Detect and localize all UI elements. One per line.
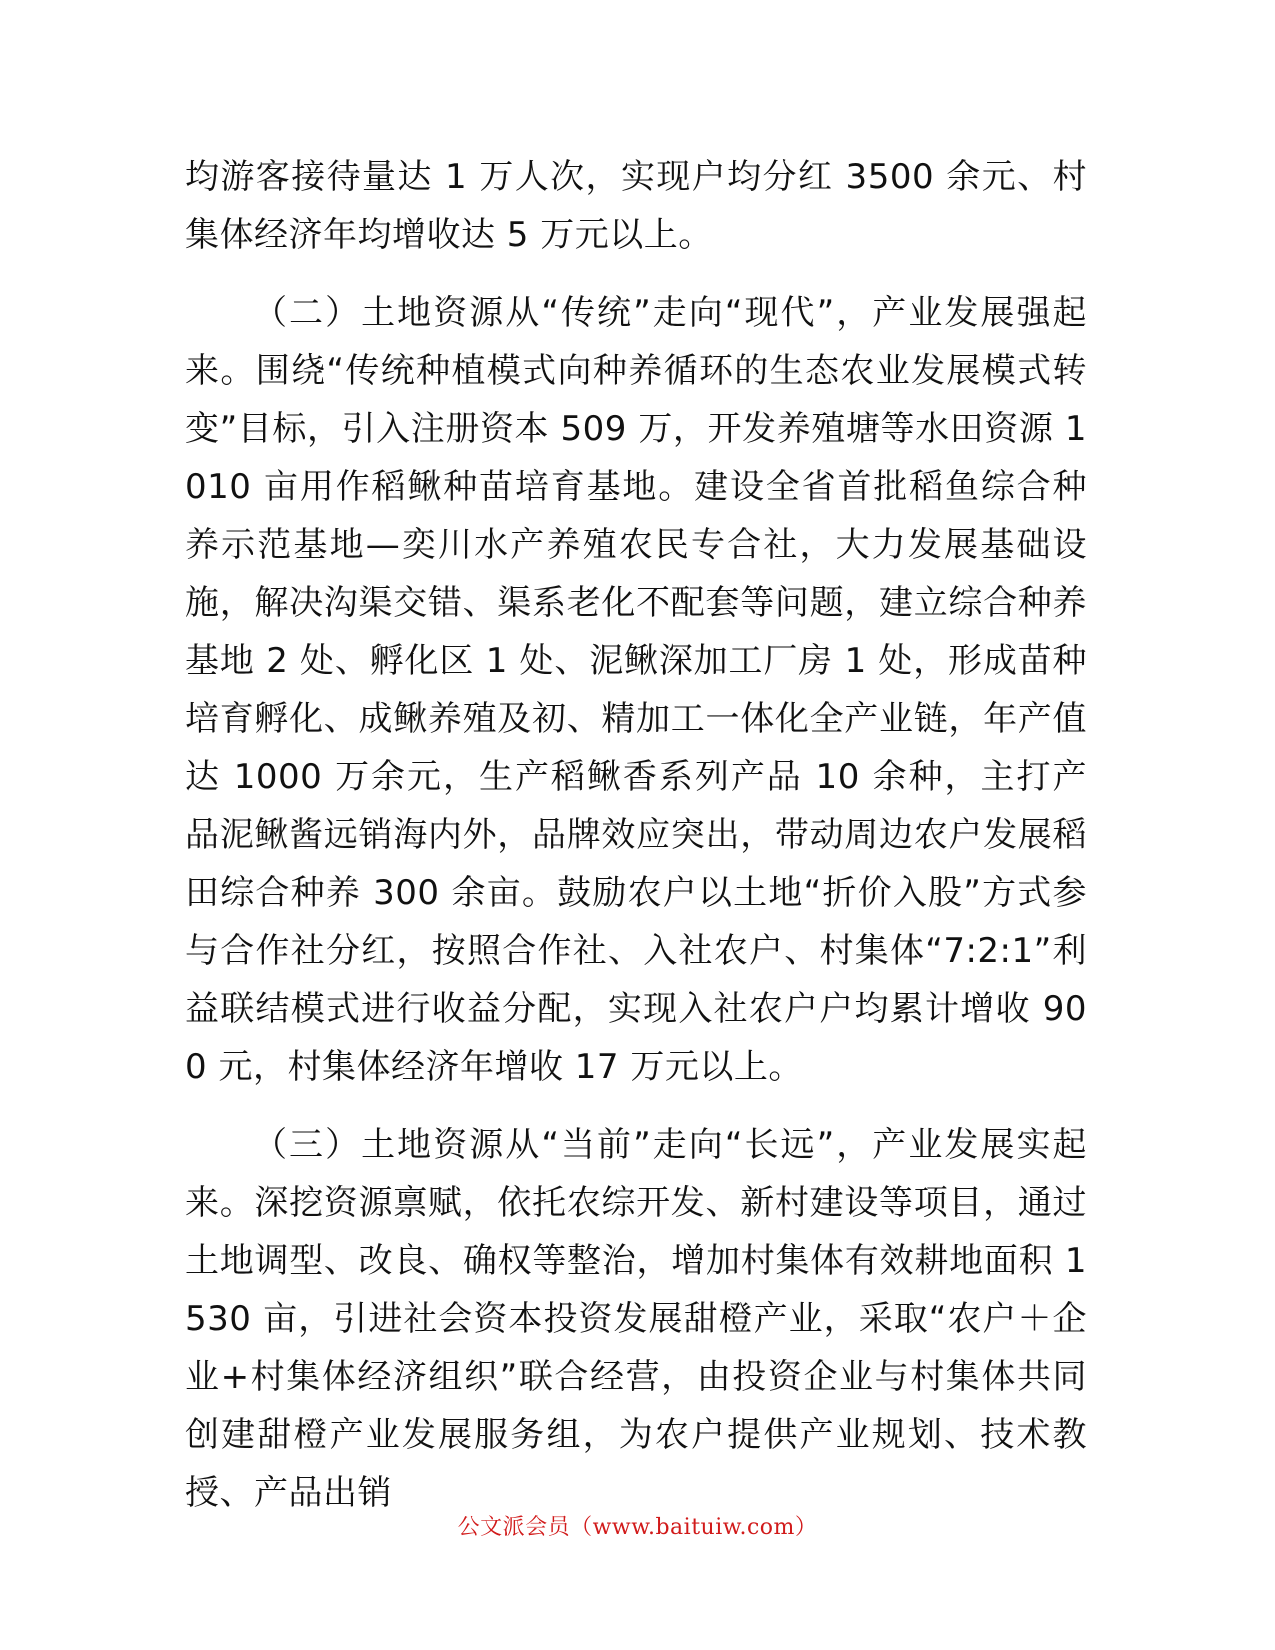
paragraph-section-two: （二）土地资源从“传统”走向“现代”，产业发展强起来。围绕“传统种植模式向种养循环的生态农业发展模式转变”目标，引入注册资本 509 万，开发养殖塘等水田资源 1010 亩用作稻鳅种苗培育基地。建设全省首批稻鱼综合种养示范基地—奕川水产养殖农民专合社，大力发展基础设施，解决沟渠交错、渠系老化不配套等问题，建立综合种养基地 2 处、孵化区 1 处、泥鳅深加工厂房 1 处，形成苗种培育孵化、成鳅养殖及初、精加工一体化全产业链，年产值达 1000 万余元，生产稻鳅香系列产品 10 余种，主打产品泥鳅酱远销海内外，品牌效应突出，带动周边农户发展稻田综合种养 300 余亩。鼓励农户以土地“折价入股”方式参与合作社分红，按照合作社、入社农户、村集体“7:2:1”利益联结模式进行收益分配，实现入社农户户均累计增收 900 元，村集体经济年增收 17 万元以上。 [185,293,1087,1087]
document-body [185,148,1087,1522]
footer-watermark: 公文派会员（www.baituiw.com） [457,1515,818,1540]
paragraph-section-three: （三）土地资源从“当前”走向“长远”，产业发展实起来。深挖资源禀赋，依托农综开发、新村建设等项目，通过土地调型、改良、确权等整治，增加村集体有效耕地面积 1530 亩，引进社会资本投资发展甜橙产业，采取“农户＋企业+村集体经济组织”联合经营，由投资企业与村集体共同创建甜橙产业发展服务组，为农户提供产业规划、技术教授、产品出销 [185,1125,1087,1513]
paragraph-continued: 均游客接待量达 1 万人次，实现户均分红 3500 余元、村集体经济年均增收达 5 万元以上。 [185,157,1087,255]
